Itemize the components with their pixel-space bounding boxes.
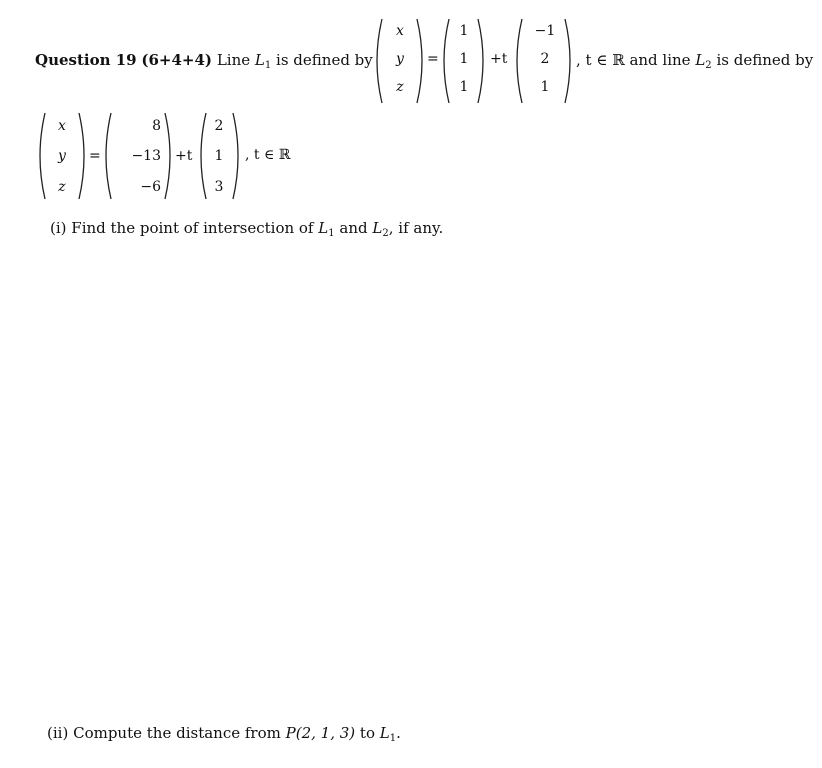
dir-x: −1 (534, 23, 556, 39)
plus-t: +t (175, 148, 193, 164)
right-paren (77, 111, 89, 201)
dir-z: 1 (540, 79, 550, 95)
line2-symbol: $L_2$ (695, 51, 712, 71)
equals-sign: = (89, 148, 101, 164)
param-domain: , t ∈ ℝ and line (576, 51, 691, 69)
part-ii-end: . (396, 724, 401, 742)
lhs-z: z (58, 179, 66, 195)
part-i-line-a: $L_1$ (318, 219, 335, 239)
line2-equation (35, 111, 250, 201)
right-paren (415, 17, 427, 105)
point-x: 1 (459, 23, 469, 39)
part-ii-line: $L_1$ (379, 724, 397, 744)
lhs-vector (386, 17, 414, 105)
question-label: Question 19 (35, 51, 137, 69)
lhs-vector (48, 111, 76, 201)
point-y: 1 (459, 51, 469, 67)
left-paren (196, 111, 208, 201)
part-i-number: (i) (50, 219, 67, 237)
left-paren (372, 17, 384, 105)
equals-sign: = (427, 51, 439, 67)
param-domain-2: , t ∈ ℝ (245, 147, 291, 163)
point-y: −13 (131, 148, 161, 164)
dir-y: 2 (540, 51, 550, 67)
question-tail-1 (576, 51, 813, 71)
point-z: −6 (140, 179, 161, 195)
dir-x: 2 (214, 118, 224, 134)
lhs-x: x (396, 23, 404, 39)
part-ii-point: P(2, 1, 3) (285, 724, 356, 742)
left-paren (512, 17, 524, 105)
question-intro: Line (216, 51, 251, 69)
dir-y: 1 (214, 148, 224, 164)
right-paren (563, 17, 575, 105)
direction-vector (528, 17, 562, 105)
direction-vector (209, 111, 229, 201)
defined-by-text-2: is defined by (716, 51, 814, 69)
left-paren (101, 111, 113, 201)
plus-t: +t (490, 51, 508, 67)
lhs-y: y (58, 148, 66, 164)
left-paren (439, 17, 451, 105)
point-x: 8 (152, 118, 161, 134)
point-vector (117, 111, 161, 201)
part-i-and: and (339, 219, 368, 237)
point-z: 1 (459, 79, 469, 95)
right-paren (163, 111, 175, 201)
left-paren (35, 111, 47, 201)
right-paren (476, 17, 488, 105)
defined-by-text: is defined by (276, 51, 373, 69)
part-i-line-b: $L_2$ (372, 219, 389, 239)
lhs-y: y (396, 51, 404, 67)
lhs-x: x (58, 118, 66, 134)
line1-symbol: $L_1$ (254, 51, 272, 71)
part-ii (47, 724, 401, 744)
question-marks: (6+4+4) (141, 51, 213, 69)
part-i-end: , if any. (388, 219, 444, 237)
part-ii-to: to (359, 724, 375, 742)
point-vector (452, 17, 476, 105)
part-ii-number: (ii) (47, 724, 69, 742)
part-i (50, 219, 443, 239)
lhs-z: z (396, 79, 404, 95)
part-ii-text: Compute the distance from (73, 724, 281, 742)
right-paren (231, 111, 243, 201)
part-i-text: Find the point of intersection of (71, 219, 314, 237)
line1-equation (372, 17, 582, 105)
question-header (35, 51, 373, 71)
dir-z: 3 (214, 179, 224, 195)
